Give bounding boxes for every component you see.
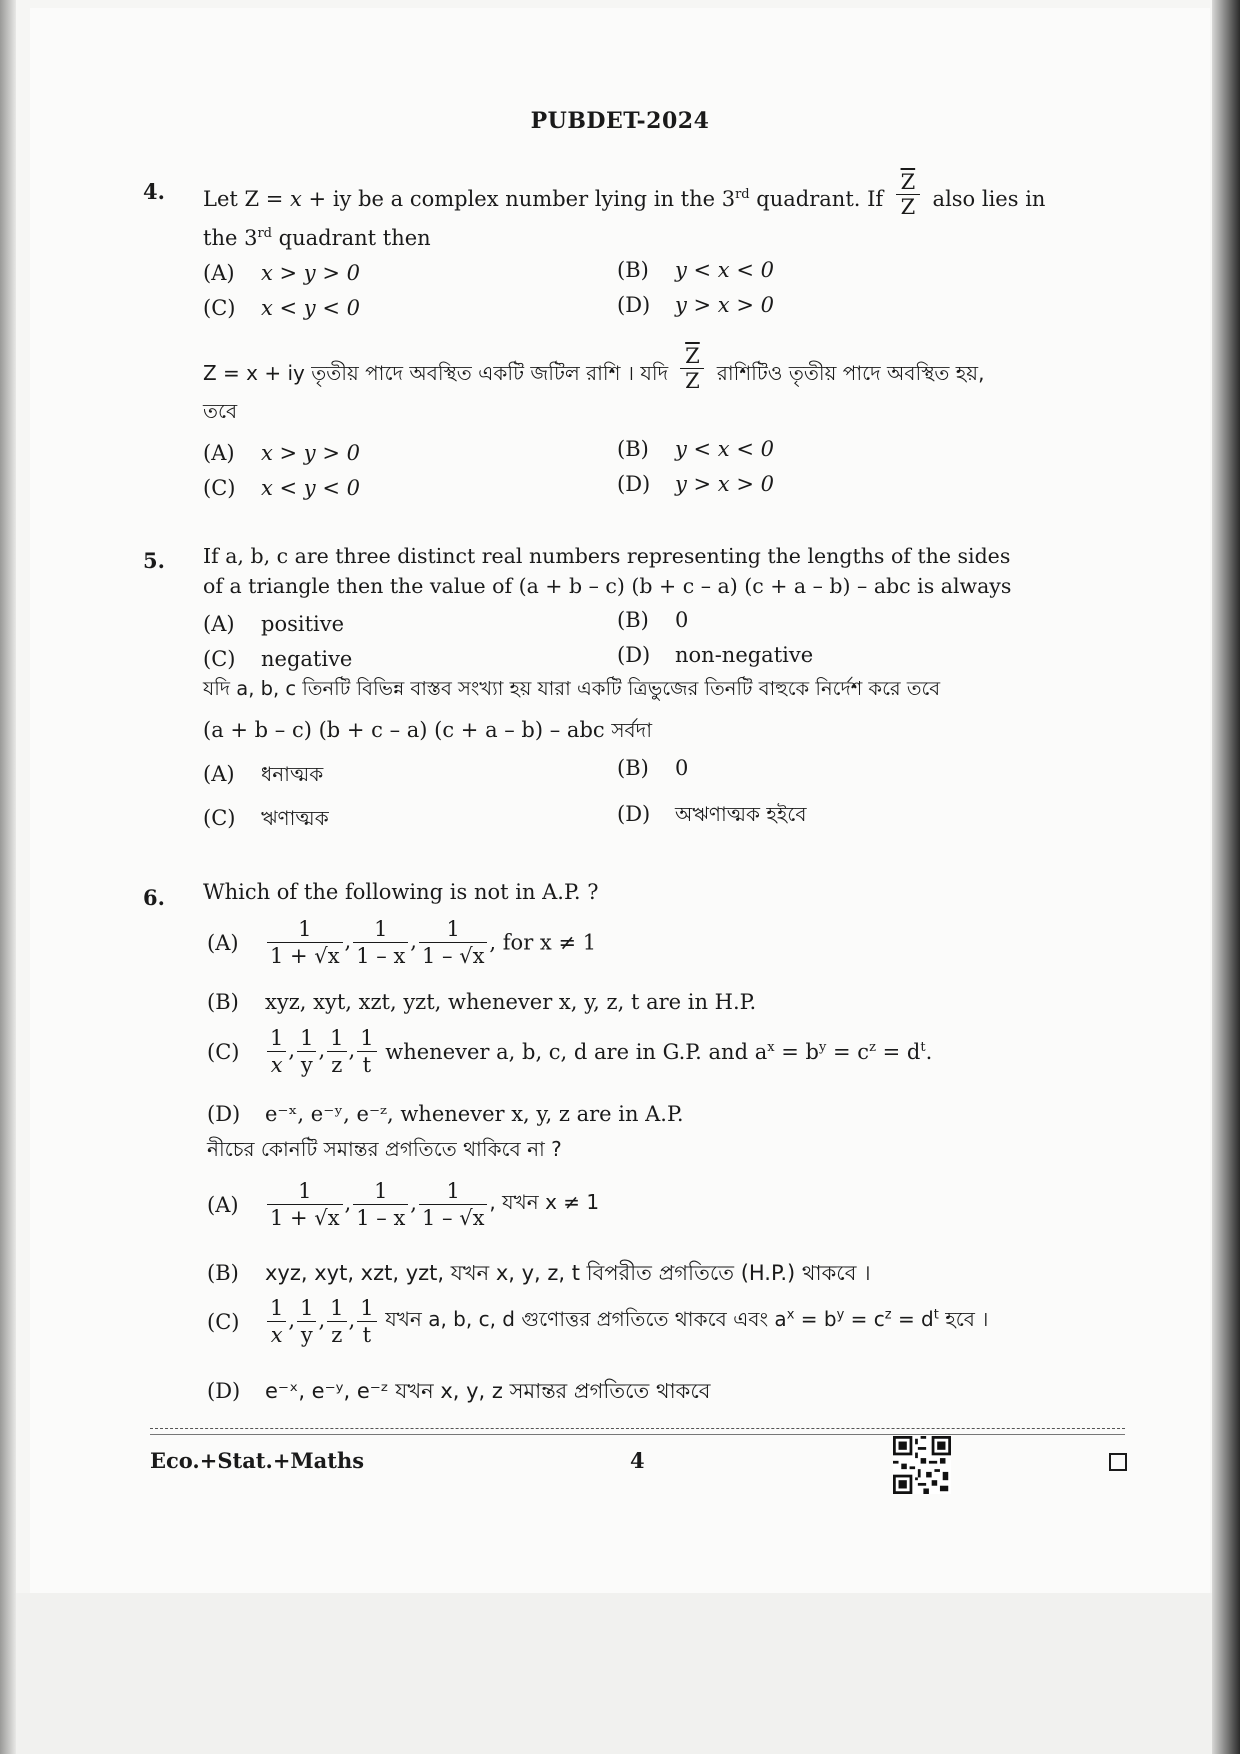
- q6-english-stem: Which of the following is not in A.P. ?: [203, 880, 599, 904]
- page-corner-marker: [1109, 1453, 1127, 1471]
- q5-option-a[interactable]: (A) positive: [203, 612, 345, 636]
- q5-bn-option-b[interactable]: (B) 0: [617, 756, 689, 780]
- q4-option-a[interactable]: (A) x > y > 0: [203, 261, 360, 285]
- q4-english-stem-line1: Let Z = x + iy be a complex number lying in the 3rd quadrant. If $\frac{\overline{Z}}{Z}$ also lies in: [203, 170, 1046, 219]
- q5-bn-option-c[interactable]: (C) ঋণাত্মক: [203, 806, 329, 830]
- q6-bn-option-c[interactable]: (C) $\frac{1}{x}$ , $\frac{1}{y}$ , $\frac{1}{z}$ , $\frac{1}{t}$ যখন a, b, c, d গুণোত্তর প্রগতিতে থাকবে এবং $a^x = b^y = c^z = d^t$ হবে ।: [207, 1296, 989, 1347]
- q5-bn-option-d[interactable]: (D) অঋণাত্মক হইবে: [617, 802, 807, 826]
- footer-divider-solid: [150, 1434, 1125, 1435]
- q6-option-c[interactable]: (C) $\frac{1}{x}$ , $\frac{1}{y}$ , $\frac{1}{z}$ , $\frac{1}{t}$ whenever a, b, c, d are in G.P. and $a^x = b^y = c^z = d^t$.: [207, 1026, 933, 1077]
- q6-option-a[interactable]: (A) $\frac{1}{1 + √x}$ , $\frac{1}{1 - x}$ , $\frac{1}{1 - √x}$ , for x ≠ 1: [207, 917, 597, 968]
- q6-option-d[interactable]: (D) e⁻ˣ, e⁻ʸ, e⁻ᶻ, whenever x, y, z are in A.P.: [207, 1102, 684, 1126]
- q4-bengali-stem-line1: Z = x + iy তৃতীয় পাদে অবস্থিত একটি জটিল রাশি । যদি $\frac{\overline{Z}}{Z}$ রাশিটিও তৃতীয় পাদে অবস্থিত হয়,: [203, 344, 985, 393]
- q5-option-d[interactable]: (D) non-negative: [617, 643, 814, 667]
- q6-bengali-stem: নীচের কোনটি সমান্তর প্রগতিতে থাকিবে না ?: [207, 1137, 562, 1161]
- z-bar-over-z-fraction: $\frac{\overline{Z}}{Z}$: [896, 170, 920, 219]
- q5-bn-option-a[interactable]: (A) ধনাত্মক: [203, 762, 324, 786]
- page-header: PUBDET-2024: [530, 108, 710, 134]
- q4-bn-option-a[interactable]: (A) x > y > 0: [203, 441, 360, 465]
- q4-bn-option-d[interactable]: (D) y > x > 0: [617, 472, 774, 496]
- q4-option-b[interactable]: (B) y < x < 0: [617, 258, 774, 282]
- page-number: 4: [630, 1448, 645, 1473]
- footer-subject: Eco.+Stat.+Maths: [150, 1448, 365, 1473]
- q4-option-c[interactable]: (C) x < y < 0: [203, 296, 360, 320]
- q4-bn-option-c[interactable]: (C) x < y < 0: [203, 476, 360, 500]
- q4-bengali-stem-line2: তবে: [203, 399, 238, 423]
- q4-bn-option-b[interactable]: (B) y < x < 0: [617, 437, 774, 461]
- q6-bn-option-d[interactable]: (D) e⁻ˣ, e⁻ʸ, e⁻ᶻ যখন x, y, z সমান্তর প্রগতিতে থাকবে: [207, 1379, 711, 1403]
- question-number: 5.: [143, 548, 165, 573]
- q5-option-b[interactable]: (B) 0: [617, 608, 689, 632]
- scan-right-edge: [1212, 0, 1240, 1754]
- q6-bn-option-a[interactable]: (A) $\frac{1}{1 + √x}$ , $\frac{1}{1 - x}$ , $\frac{1}{1 - √x}$ , যখন x ≠ 1: [207, 1179, 600, 1230]
- q5-option-c[interactable]: (C) negative: [203, 647, 353, 671]
- q5-english-stem-line2: of a triangle then the value of (a + b – c) (b + c – a) (c + a – b) – abc is always: [203, 574, 1012, 598]
- footer-divider: [150, 1428, 1125, 1429]
- z-bar-over-z-fraction-bn: $\frac{\overline{Z}}{Z}$: [680, 344, 704, 393]
- question-number: 6.: [143, 885, 165, 910]
- q5-bengali-stem-line2: (a + b – c) (b + c – a) (c + a – b) – abc সর্বদা: [203, 718, 652, 742]
- q4-option-d[interactable]: (D) y > x > 0: [617, 293, 774, 317]
- q5-bengali-stem-line1: যদি a, b, c তিনটি বিভিন্ন বাস্তব সংখ্যা হয় যারা একটি ত্রিভুজের তিনটি বাহুকে নির্দেশ করে তবে: [203, 677, 941, 700]
- q6-bn-option-b[interactable]: (B) xyz, xyt, xzt, yzt, যখন x, y, z, t বিপরীত প্রগতিতে (H.P.) থাকবে ।: [207, 1261, 871, 1285]
- question-number: 4.: [143, 179, 165, 204]
- qr-code-icon: [893, 1436, 951, 1494]
- scan-left-edge: [0, 0, 16, 1754]
- q5-english-stem-line1: If a, b, c are three distinct real numbers representing the lengths of the sides: [203, 544, 1011, 568]
- scan-lower-blank: [16, 1593, 1212, 1754]
- q4-english-stem-line2: the 3rd quadrant then: [203, 226, 431, 250]
- q6-option-b[interactable]: (B) xyz, xyt, xzt, yzt, whenever x, y, z, t are in H.P.: [207, 990, 757, 1014]
